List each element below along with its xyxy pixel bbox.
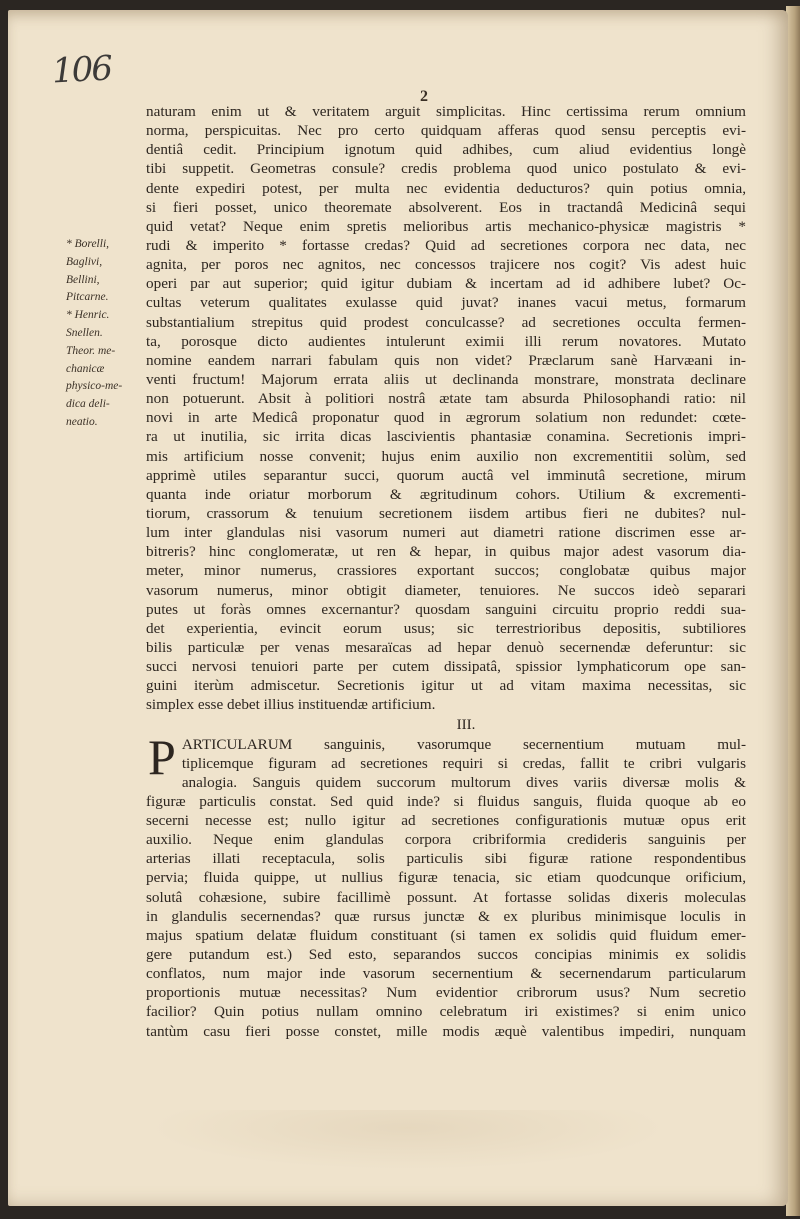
margin-notes (66, 236, 152, 432)
signature-mark: 2 (420, 88, 428, 105)
text-line: apprimè utiles separantur succi, quorum auctâ vel imminutâ secretione, mirum (146, 466, 746, 484)
text-line: dente expediri potest, per multa nec evidentia deducturos? quin potius omnia, (146, 179, 746, 197)
text-line: tibi suppetit. Geometras consule? credis problema quod unico postulato & evi- (146, 160, 746, 178)
margin-note-line: Snellen. (66, 326, 103, 339)
text-line: ta, porosque dicto audientes intulerunt eximii illi rerum novatores. Mutato (146, 332, 746, 350)
margin-note-line: * Henric. (66, 309, 110, 322)
text-line: conflatos, num major inde vasorum secernentium & secernendarum particularum (146, 965, 746, 983)
text-line: dentiâ cedit. Principium ignotum quid adhibes, cum aliud evidentius longè (146, 141, 746, 159)
margin-note-line: neatio. (66, 415, 98, 428)
text-line: solutâ cohæsione, subire facillimè possunt. At fortasse solidas dixeris moleculas (146, 888, 746, 906)
paragraph-2 (146, 728, 746, 1041)
text-line: guini iterùm admiscetur. Secretionis igitur ut ad vitam maxima necessitas, sic (146, 677, 746, 695)
text-line: proportionis mutuæ necessitas? Num evidentior cribrorum usus? Num secretio (146, 984, 746, 1002)
text-line: tiplicemque figuram ad secretiones requiri si credas, fallit te cribri vulgaris (181, 754, 746, 772)
text-line: auxilio. Neque enim glandulas corpora cribriformia credideris sanguinis per (146, 831, 746, 849)
book-page (8, 10, 788, 1206)
text-line: in glandulis secernendas? quæ rursus junctæ & ex pluribus minimisque loculis in (146, 907, 746, 925)
text-line: arterias illati receptacula, solis particulis sibi figuræ ratione respondentibus (146, 850, 746, 868)
text-line: substantialium strepitus quid prodest conculcasse? ad secretiones occulta fermen- (146, 313, 746, 331)
text-line: ARTICULARUM sanguinis, vasorumque secernentium mutuam mul- (181, 735, 746, 753)
margin-note-line: * Borelli, (66, 238, 110, 250)
text-line: facilior? Quin potius nullam omnino celebratum iri existimes? si enim unico (146, 1003, 746, 1021)
text-line: lum inter glandulas nisi vasorum numeri aut diametri ratione discrimen esse ar- (146, 524, 746, 542)
text-line: secerni necesse est; nullo igitur ad secretiones configurationis mutuæ opus erit (146, 812, 746, 830)
text-line: nomine eandem narrari fabulam quis non videt? Præclarum sanè Harvæani in- (146, 351, 746, 369)
text-line: novi in arte Medicâ proponatur quod in ægrorum solatium non redundet: cœte- (146, 409, 746, 427)
main-text (146, 102, 746, 1041)
section-heading: III. (456, 716, 476, 733)
drop-cap: P (148, 728, 176, 785)
page-number: 106 (50, 48, 112, 92)
text-line: rudi & imperito * fortasse credas? Quid ad secretiones corpora nec data, nec (146, 236, 746, 254)
margin-note-line: Bellini, (66, 273, 100, 286)
text-line: tiorum, crassorum & tenuium secretionem iisdem artibus fieri ne dubites? nul- (146, 504, 746, 522)
margin-note-line: dica deli- (66, 398, 110, 411)
margin-note-line: physico-me- (66, 380, 123, 393)
text-line: meter, minor numerus, crassiores exportant succos; conglobatæ quibus major (146, 562, 746, 580)
text-line: operi par aut superior; quid igitur dubiam & incertam ad id adhibere lubet? Oc- (146, 275, 746, 293)
margin-note-line: chanicæ (66, 362, 105, 375)
text-line: naturam enim ut & veritatem arguit simplicitas. Hinc certissima rerum omnium (146, 103, 746, 120)
paragraph-1 (146, 102, 746, 715)
text-line: bilis particulæ per venas mesaraïcas ad hepar denuò secernendæ deferuntur: sic (146, 638, 746, 656)
text-line: quanta inde oriatur morborum & ægritudinum cohors. Utilium & excrementi- (146, 485, 746, 503)
text-line: figuræ particulis constat. Sed quid inde? si fluidus sanguis, fluida quoque ab eo (146, 792, 746, 810)
paper-stain (148, 1110, 668, 1170)
text-line: venti fructum! Majorum errata aliis ut declinanda monstrare, monstrata declinare (146, 370, 746, 388)
text-line: mis artificium nosse convenit; hujus enim auxilio non excrementitii solùm, sed (146, 447, 746, 465)
text-line: norma, perspicuitas. Nec pro certo quidquam afferas quod sensu perceptis evi- (146, 122, 746, 140)
text-line: si fieri posset, unico theoremate absolverent. Eos in tractandâ Medicinâ sequi (146, 198, 746, 216)
text-line: simplex esse debet illius instituendæ artificium. (146, 696, 436, 714)
text-line: quid vetat? Neque enim spretis melioribus artis mechanico-physicæ magistris * (146, 217, 746, 235)
text-line: agnita, per poros nec agnitos, nec concessos trajicere nos cogit? Vis adest huic (146, 256, 746, 274)
text-line: tantùm casu fieri posse constet, mille modis æquè valentibus impediri, nunquam (146, 1022, 746, 1040)
text-line: putes ut foràs omnes excernantur? quosdam sanguini circuitu proprio reddi sua- (146, 600, 746, 618)
text-line: analogia. Sanguis quidem succorum multorum dives variis diversæ molis & (181, 773, 746, 791)
text-line: succi nervosi tenuiori parte per cutem dissipatâ, spissior lymphaticorum ope san- (146, 658, 746, 676)
text-line: ra ut inutilia, sic irrita dicas lascivientis phantasiæ conamina. Secretionis impri- (146, 428, 746, 446)
margin-note-line: Pitcarne. (66, 291, 109, 304)
text-line: gere putandum est.) Sed esto, separandos succos concipias minimis ex solidis (146, 946, 746, 964)
text-line: det experientia, evincit eorum usus; sic terrestrioribus depositis, subtiliores (146, 619, 746, 637)
text-line: cultas veterum qualitates exulasse quid juvat? inanes vacui metus, formarum (146, 294, 746, 312)
margin-note-line: Theor. me- (66, 344, 116, 357)
text-line: non potuerunt. Absit à politiori nostrâ ætate tam absurda Philosophandi ratio: nil (146, 390, 746, 408)
text-line: pervia; fluida quippe, ut nullius figuræ tenacia, sic etiam quodcunque orificium, (146, 869, 746, 887)
page-edge (786, 6, 800, 1216)
text-line: vasorum numerus, minor obtigit diameter, tenuiores. Ne succos ideò separari (146, 581, 746, 599)
text-line: majus spatium delatæ fluidum constituant (si tamen ex solidis quid fluidum emer- (146, 926, 746, 944)
margin-note-line: Baglivi, (66, 255, 103, 268)
text-line: bitreris? hinc conglomeratæ, ut ren & hepar, in quibus major adest vasorum dia- (146, 543, 746, 561)
